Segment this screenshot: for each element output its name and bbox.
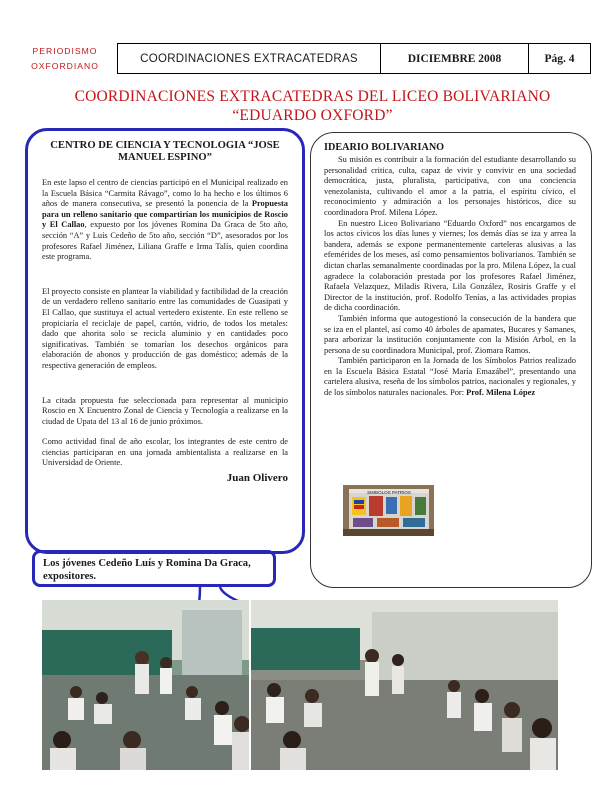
logo-line-1: PERIODISMO — [32, 46, 98, 56]
right-article-title: IDEARIO BOLIVARIANO — [324, 142, 445, 153]
symbols-display-photo — [343, 485, 434, 536]
left-paragraph-2: El proyecto consiste en plantear la viabilidad y factibilidad de la creación de un verdadero relleno sanitario entre las comunidades de Guasipati y El Callao, que sustituya el actual vertedero existente. En este relleno se propiciaría el reciclaje de papel, cartón, vidrio, de todos los metales: dado que ahorita solo se recicla aluminio y en cantidades poco significativas. También se tomarían los desechos orgánicos para elaboración de abonos y producción de gas doméstico; además de la respectiva generación de empleos. — [42, 286, 288, 370]
left-article — [42, 140, 288, 484]
right-p4-author: Prof. Milena López — [466, 388, 536, 398]
left-paragraph-1 — [42, 178, 288, 263]
page-number: Pág. 4 — [544, 52, 575, 65]
left-paragraph-4: Como actividad final de año escolar, los integrantes de este centro de ciencias participaran en una jornada ambientalista a realizarse en la Universidad de Oriente. — [42, 437, 288, 468]
left-p1-text-b: , expuesto por los jóvenes Romina Da Graca de 5to año, sección “A” y Luís Cedeño de 5to año, sección “D”, asesorados por los profesores Rafael Jiménez, Liliana Graffe e Irma Talís, quien coordina este programa. — [42, 220, 288, 262]
right-paragraph-2: En nuestro Liceo Bolivariano “Eduardo Oxford” nos encargamos de los actos cívicos los días lunes y viernes; los demás días se iza y arrea la bandera, además se expone permanentemente carteleras alusivas a las efemérides de los meses, así como pensamientos bolivarianos. También se dictan charlas semanalmente coordinadas por la pro. Milena López, la cual agradece la colaboración prestada por los profesores Rafael Jiménez, Rafaela Velazquez, Miladis Rivera, Lila González, Rosiris Graffe y el Director de la institución, prof. Rodolfo Tenías, a las actividades propias de dicha coordinación. — [324, 218, 576, 313]
right-paragraph-3: También informa que autogestionó la consecución de la bandera que se iza en el plantel, así como 40 árboles de apamates, Bucares y Samanes, para arborizar la institución conjuntamente con la Misión Arbol, en la persona de su coordinadora Municipal, prof. Ziomara Ramos. — [324, 313, 576, 355]
expositors-photos — [42, 600, 558, 770]
right-paragraph-4 — [324, 356, 576, 398]
right-p4-text: También participaron en la Jornada de los Símbolos Patrios realizado en la Escuela Básica Estatal “José María Emazábel”, presentando una cartelera alusiva, reseña de los símbolos patrios, nacionales y regionales, y de los símbolos naturales nacionales. Por: — [324, 356, 576, 398]
page-header — [117, 43, 591, 74]
newspaper-logo — [22, 44, 108, 74]
logo-line-2: OXFORDIANO — [31, 61, 99, 71]
right-article — [324, 142, 576, 399]
board-banner-text: SIMBOLOS PATRIOS — [367, 490, 411, 495]
left-article-title: CENTRO DE CIENCIA Y TECNOLOGIA “JOSE MANUEL ESPINO” — [50, 140, 280, 163]
section-title: COORDINACIONES EXTRACATEDRAS — [118, 44, 381, 73]
left-p1-text-a: En este lapso el centro de ciencias participó en el Municipal realizado en la Escuela Básica “Carmita Rávago”, como lo ha hecho e los últimos 6 años de manera consecutiva, se presentó la ponencia de la — [42, 178, 288, 209]
left-paragraph-3: La citada propuesta fue seleccionada para representar al municipio Roscio en X Encuentro Zonal de Ciencia y Tecnología a realizarse en la ciudad de Upata del 13 al 16 de junio próximos. — [42, 395, 288, 426]
right-paragraph-1: Su misión es contribuir a la formación del estudiante desarrollando su personalidad critica, culta, capaz de vivir y convivir en una sociedad democrática, justa, pluralista, participativa, con una conciencia venezolanista, cultivando el amor a la patria, el espíritu cívico, el reconocimiento y admiración a los personajes históricos, dice su coordinadora Prof. Milena López. — [324, 155, 576, 217]
page-title: COORDINACIONES EXTRACATEDRAS DEL LICEO BOLIVARIANO “EDUARDO OXFORD” — [74, 88, 551, 124]
left-p1-bold: Propuesta para un relleno sanitario que compartirían los municipios de Roscio y El Callao — [42, 199, 288, 230]
left-signature: Juan Olivero — [226, 472, 288, 485]
photo-caption: Los jóvenes Cedeño Luís y Romina Da Graca, expositores. — [32, 550, 276, 587]
issue-date: DICIEMBRE 2008 — [381, 44, 529, 73]
